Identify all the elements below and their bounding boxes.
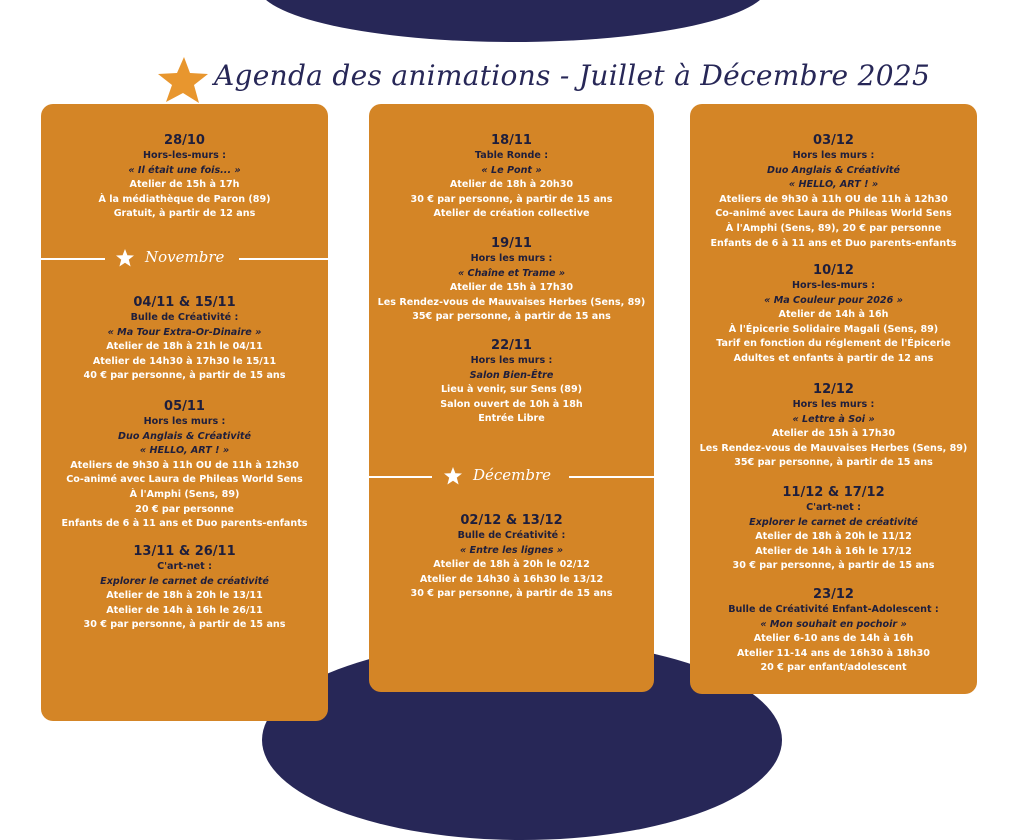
- page-header: [156, 55, 931, 105]
- event-subtitle: « Le Pont »: [481, 164, 542, 176]
- event-subtitle: « Il était une fois... »: [128, 164, 241, 176]
- event-subtitle: « Ma Tour Extra-Or-Dinaire »: [107, 326, 262, 338]
- event-date: 03/12: [813, 133, 854, 148]
- event-date: 23/12: [813, 587, 854, 602]
- event-date: 13/11 & 26/11: [133, 544, 236, 559]
- event-12-12: [690, 381, 977, 471]
- divider-line: [41, 258, 105, 260]
- event-type: Hors-les-murs :: [792, 280, 875, 291]
- event-detail: 30 € par personne, à partir de 15 ans: [732, 560, 935, 572]
- event-type: Hors les murs :: [143, 416, 226, 427]
- event-detail: Ateliers de 9h30 à 11h OU de 11h à 12h30: [719, 193, 948, 205]
- decorative-shape-top: [258, 0, 768, 42]
- event-detail: Atelier de 14h30 à 16h30 le 13/12: [419, 573, 604, 585]
- divider-line: [569, 476, 654, 478]
- month-label: Novembre: [145, 248, 225, 266]
- agenda-column-3: [690, 104, 977, 694]
- agenda-column-1: [41, 104, 328, 721]
- event-detail: 20 € par enfant/adolescent: [760, 662, 907, 674]
- event-subtitle: « Lettre à Soi »: [792, 413, 875, 425]
- event-detail: Entrée Libre: [478, 413, 545, 425]
- event-type: Hors les murs :: [792, 150, 875, 161]
- event-date: 18/11: [491, 133, 532, 148]
- star-icon: [115, 248, 135, 268]
- event-detail: Atelier 6-10 ans de 14h à 16h: [753, 633, 914, 645]
- event-28-10: [41, 132, 328, 222]
- event-13-11: [41, 543, 328, 633]
- event-detail: 35€ par personne, à partir de 15 ans: [412, 311, 611, 323]
- event-detail: À l'Amphi (Sens, 89), 20 € par personne: [725, 222, 942, 234]
- event-date: 22/11: [491, 338, 532, 353]
- event-detail: Atelier de 18h à 20h le 02/12: [433, 559, 590, 571]
- event-subtitle: « Entre les lignes »: [459, 544, 564, 556]
- event-type: Bulle de Créativité :: [130, 312, 239, 323]
- event-type: Table Ronde :: [474, 150, 549, 161]
- event-18-11: [369, 132, 654, 222]
- event-detail: Ateliers de 9h30 à 11h OU de 11h à 12h30: [70, 459, 299, 471]
- event-type: Hors-les-murs :: [143, 150, 226, 161]
- event-detail: À l'Amphi (Sens, 89): [129, 488, 240, 500]
- event-detail: Tarif en fonction du réglement de l'Épicerie: [716, 338, 951, 350]
- agenda-column-2: [369, 104, 654, 692]
- event-detail: 40 € par personne, à partir de 15 ans: [83, 370, 286, 382]
- event-detail: Enfants de 6 à 11 ans et Duo parents-enfants: [710, 237, 957, 249]
- event-19-11: [369, 235, 654, 325]
- event-detail: Atelier de 18h à 20h le 11/12: [755, 531, 912, 543]
- month-divider-novembre: [41, 246, 328, 270]
- event-date: 04/11 & 15/11: [133, 295, 236, 310]
- event-detail: Co-animé avec Laura de Phileas World Sens: [66, 474, 303, 486]
- event-detail: Lieu à venir, sur Sens (89): [440, 384, 583, 396]
- event-detail: Les Rendez-vous de Mauvaises Herbes (Sens, 89): [377, 296, 646, 308]
- event-date: 11/12 & 17/12: [782, 485, 885, 500]
- event-type: Hors les murs :: [792, 399, 875, 410]
- event-detail: 30 € par personne, à partir de 15 ans: [83, 619, 286, 631]
- event-date: 10/12: [813, 263, 854, 278]
- event-detail: 20 € par personne: [135, 503, 234, 515]
- event-subtitle: Explorer le carnet de créativité: [749, 516, 918, 528]
- event-11-12: [690, 484, 977, 574]
- event-type: C'art-net :: [157, 561, 212, 572]
- event-detail: Salon ouvert de 10h à 18h: [440, 398, 583, 410]
- event-detail: Atelier de 14h30 à 17h30 le 15/11: [92, 355, 277, 367]
- event-subtitle: Explorer le carnet de créativité: [100, 575, 269, 587]
- event-detail: Co-animé avec Laura de Phileas World Sens: [715, 208, 952, 220]
- event-subtitle: « Mon souhait en pochoir »: [760, 618, 907, 630]
- event-detail: Atelier de 15h à 17h30: [771, 428, 896, 440]
- event-04-11: [41, 294, 328, 384]
- event-detail: Atelier 11-14 ans de 16h30 à 18h30: [737, 647, 930, 659]
- event-detail: Atelier de 18h à 20h le 13/11: [106, 590, 263, 602]
- event-subtitle: « HELLO, ART ! »: [139, 445, 230, 457]
- event-detail: 35€ par personne, à partir de 15 ans: [734, 457, 933, 469]
- event-detail: Gratuit, à partir de 12 ans: [113, 208, 256, 220]
- event-subtitle: « Ma Couleur pour 2026 »: [764, 294, 903, 306]
- event-detail: Atelier de 14h à 16h le 26/11: [106, 604, 263, 616]
- event-date: 19/11: [491, 236, 532, 251]
- event-detail: Enfants de 6 à 11 ans et Duo parents-enfants: [61, 518, 308, 530]
- event-05-11: [41, 398, 328, 532]
- event-subtitle: « Chaîne et Trame »: [457, 267, 566, 279]
- event-detail: 30 € par personne, à partir de 15 ans: [410, 193, 613, 205]
- event-date: 05/11: [164, 399, 205, 414]
- divider-line: [239, 258, 328, 260]
- event-date: 02/12 & 13/12: [460, 513, 563, 528]
- event-type: Bulle de Créativité Enfant-Adolescent :: [728, 604, 939, 615]
- event-22-11: [369, 337, 654, 427]
- event-date: 12/12: [813, 382, 854, 397]
- event-subtitle: Salon Bien-Être: [469, 369, 554, 381]
- event-detail: Atelier de 14h à 16h le 17/12: [755, 545, 912, 557]
- page-title: Agenda des animations - Juillet à Décembre 2025: [214, 59, 931, 92]
- event-detail: Atelier de 18h à 21h le 04/11: [106, 341, 263, 353]
- event-type: C'art-net :: [806, 502, 861, 513]
- event-detail: Atelier de 15h à 17h: [129, 179, 240, 191]
- event-type: Hors les murs :: [470, 355, 553, 366]
- event-subtitle: Duo Anglais & Créativité: [767, 164, 900, 176]
- event-detail: Atelier de 18h à 20h30: [449, 179, 574, 191]
- month-divider-decembre: [369, 464, 654, 488]
- event-detail: 30 € par personne, à partir de 15 ans: [410, 588, 613, 600]
- event-subtitle: « HELLO, ART ! »: [788, 179, 879, 191]
- event-detail: Atelier de 14h à 16h: [778, 309, 889, 321]
- event-03-12: [690, 132, 977, 251]
- event-detail: Les Rendez-vous de Mauvaises Herbes (Sens, 89): [699, 442, 968, 454]
- event-detail: Atelier de création collective: [433, 208, 590, 220]
- event-type: Hors les murs :: [470, 253, 553, 264]
- event-02-12: [369, 512, 654, 602]
- event-23-12: [690, 586, 977, 676]
- event-date: 28/10: [164, 133, 205, 148]
- event-detail: Adultes et enfants à partir de 12 ans: [733, 352, 934, 364]
- divider-line: [369, 476, 432, 478]
- event-subtitle: Duo Anglais & Créativité: [118, 430, 251, 442]
- star-icon: [443, 466, 463, 486]
- event-detail: Atelier de 15h à 17h30: [449, 282, 574, 294]
- event-detail: À l'Épicerie Solidaire Magali (Sens, 89): [728, 323, 939, 335]
- event-type: Bulle de Créativité :: [457, 530, 566, 541]
- star-icon: [156, 55, 210, 105]
- event-10-12: [690, 262, 977, 367]
- month-label: Décembre: [473, 466, 552, 484]
- event-detail: À la médiathèque de Paron (89): [98, 193, 271, 205]
